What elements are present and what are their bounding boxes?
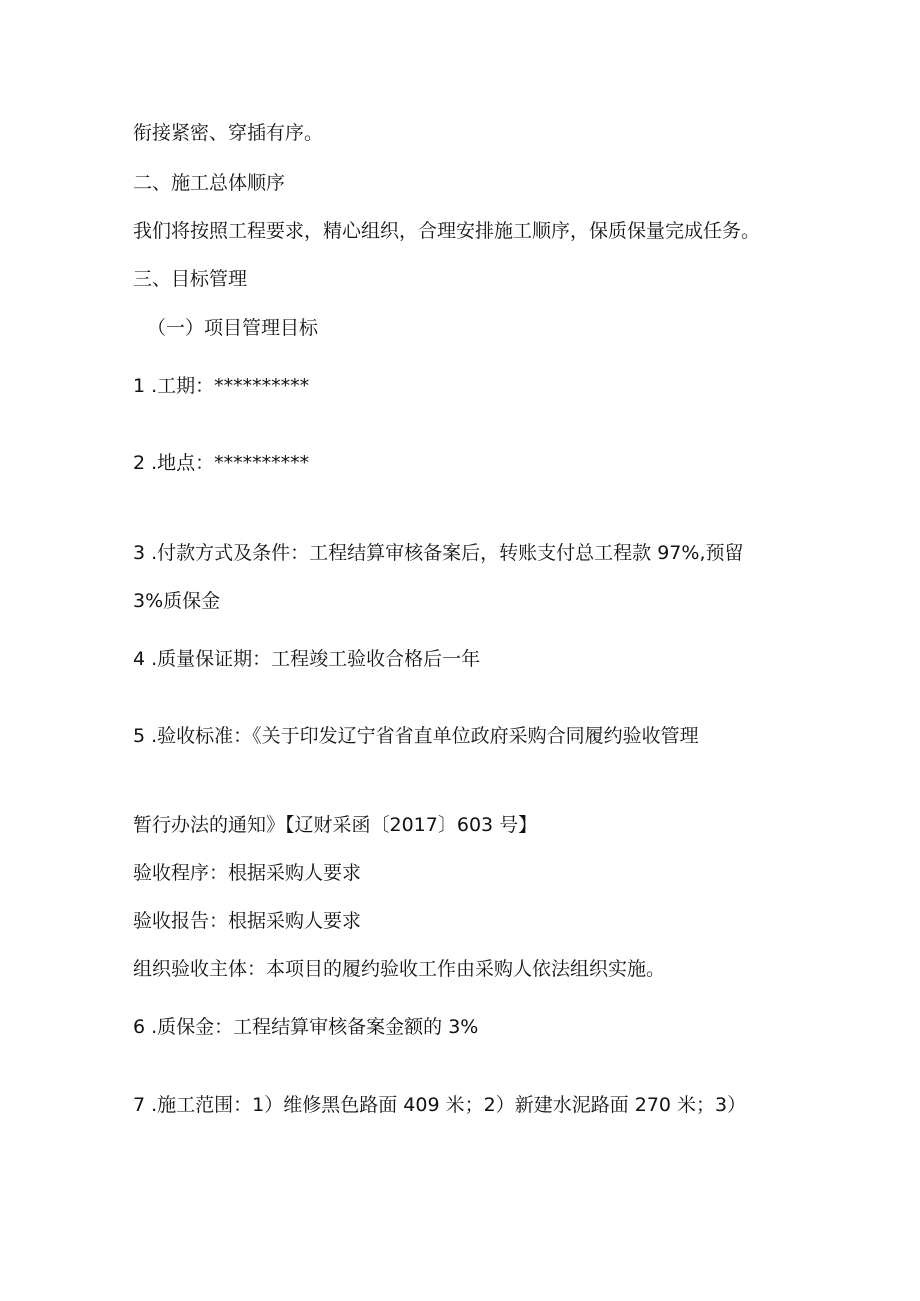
- list-item-warranty-period: 4 .质量保证期：工程竣工验收合格后一年: [133, 648, 481, 670]
- section-heading-construction-sequence: 二、施工总体顺序: [133, 172, 286, 194]
- subsection-heading-project-goals: （一）项目管理目标: [147, 317, 319, 339]
- section-heading-goal-management: 三、目标管理: [133, 268, 248, 290]
- text-line-continuation: 衔接紧密、穿插有序。: [133, 122, 324, 144]
- acceptance-organizer: 组织验收主体：本项目的履约验收工作由采购人依法组织实施。: [133, 958, 666, 980]
- list-item-acceptance-standard-cont: 暂行办法的通知》【辽财采函〔2017〕603 号】: [133, 814, 538, 836]
- acceptance-report: 验收报告：根据采购人要求: [133, 910, 362, 932]
- list-item-acceptance-standard: 5 .验收标准：《关于印发辽宁省省直单位政府采购合同履约验收管理: [133, 725, 699, 747]
- acceptance-procedure: 验收程序：根据采购人要求: [133, 862, 362, 884]
- list-item-payment-terms-cont: 3%质保金: [133, 590, 221, 612]
- list-item-payment-terms: 3 .付款方式及条件：工程结算审核备案后，转账支付总工程款 97%,预留: [133, 542, 744, 564]
- list-item-construction-scope: 7 .施工范围：1）维修黑色路面 409 米；2）新建水泥路面 270 米；3）: [133, 1094, 747, 1116]
- list-item-retention-money: 6 .质保金：工程结算审核备案金额的 3%: [133, 1016, 479, 1038]
- paragraph-construction-sequence: 我们将按照工程要求，精心组织，合理安排施工顺序，保质保量完成任务。: [133, 220, 761, 242]
- list-item-duration: 1 .工期：**********: [133, 375, 310, 397]
- list-item-location: 2 .地点：**********: [133, 452, 310, 474]
